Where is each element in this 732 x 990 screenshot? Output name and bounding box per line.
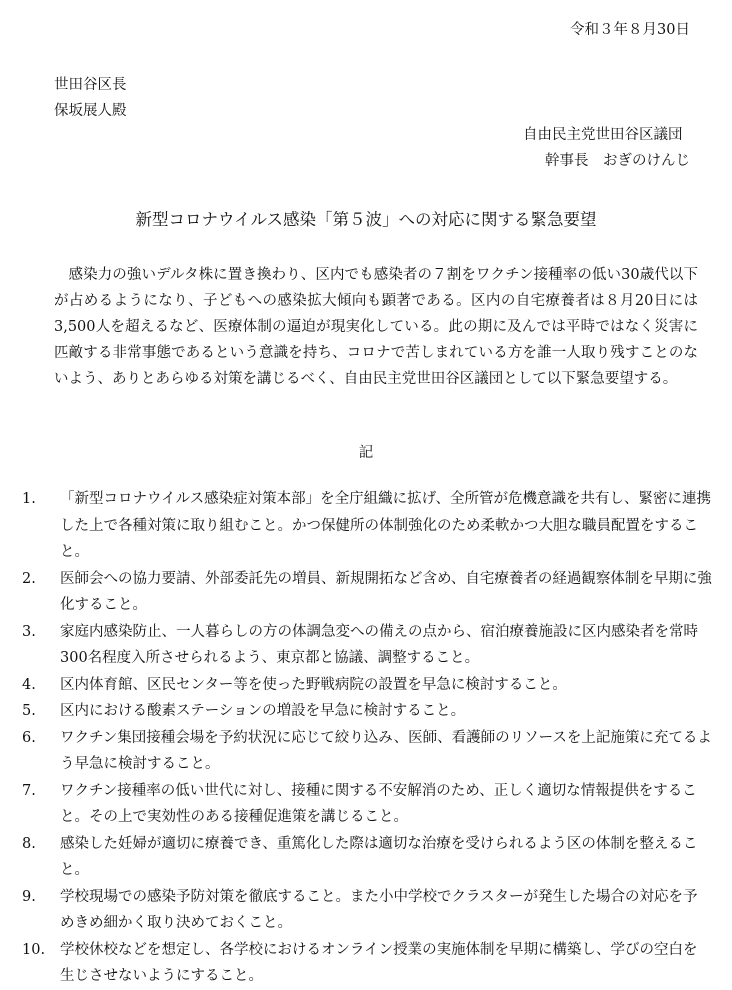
sender-person: 幹事長 おぎのけんじ — [545, 153, 690, 169]
list-item-text: 家庭内感染防止、一人暮らしの方の体調急変への備えの点から、宿泊療養施設に区内感染者を常時300名程度入所させられるよう、東京都と協議、調整すること。 — [60, 623, 698, 666]
ki-heading: 記 — [358, 445, 374, 461]
list-item-text: 学校休校などを想定し、各学校におけるオンライン授業の実施体制を早期に構築し、学びの空白を生じさせないようにすること。 — [60, 941, 698, 984]
list-item-text: 区内体育館、区民センター等を使った野戦病院の設置を早急に検討すること。 — [60, 676, 567, 693]
list-item-text: 区内における酸素ステーションの増設を早急に検討すること。 — [60, 703, 466, 719]
list-item — [22, 698, 712, 725]
list-item-text: 学校現場での感染予防対策を徹底すること。また小中学校でクラスターが発生した場合の対応を予めきめ細かく取り決めておくこと。 — [60, 888, 698, 931]
list-item — [22, 672, 712, 699]
document-title: 新型コロナウイルス感染「第５波」への対応に関する緊急要望 — [135, 210, 597, 229]
list-item-number: 3. — [22, 623, 36, 640]
list-item-number: 1. — [22, 491, 36, 507]
list-item — [22, 725, 712, 778]
list-item-number: 2. — [22, 570, 36, 587]
list-item-text: 「新型コロナウイルス感染症対策本部」を全庁組織に拡げ、全所管が危機意識を共有し、緊密に連携した上で各種対策に取り組むこと。かつ保健所の体制強化のため柔軟かつ大胆な職員配置をすること。 — [60, 491, 712, 560]
list-item-number: 7. — [22, 782, 36, 799]
list-item-text: 感染した妊婦が適切に療養でき、重篤化した際は適切な治療を受けられるよう区の体制を整えること。 — [60, 835, 698, 878]
list-item-number: 9. — [22, 888, 36, 905]
list-item — [22, 937, 712, 990]
sender-organization: 自由民主党世田谷区議団 — [523, 127, 683, 143]
list-item-text: ワクチン接種率の低い世代に対し、接種に関する不安解消のため、正しく適切な情報提供をすること。その上で実効性のある接種促進策を講じること。 — [60, 782, 697, 825]
list-item — [22, 619, 712, 672]
sender-block — [523, 122, 690, 174]
list-item — [22, 486, 712, 566]
list-item-number: 5. — [22, 703, 36, 719]
list-item-number: 4. — [22, 676, 36, 693]
list-item — [22, 778, 712, 831]
recipient-name: 保坂展人殿 — [54, 103, 127, 119]
intro-paragraph: 感染力の強いデルタ株に置き換わり、区内でも感染者の７割をワクチン接種率の低い30歳代以下が占めるようになり、子どもへの感染拡大傾向も顕著である。区内の自宅療養者は８月20日には3,500人を超えるなど、医療体制の逼迫が現実化している。此の期に及んでは平時ではなく災害に匹敵する非常事態であるという意識を持ち、コロナで苦しまれている方を誰一人取り残すことのないよう、ありとあらゆる対策を講じるべく、自由民主党世田谷区議団として以下緊急要望する。 — [54, 267, 698, 387]
list-item-number: 6. — [22, 729, 36, 746]
list-item — [22, 831, 712, 884]
list-item — [22, 566, 712, 619]
recipient-block — [54, 72, 127, 124]
recipient-title: 世田谷区長 — [54, 77, 127, 93]
list-item-number: 10. — [22, 941, 46, 958]
list-item-text: 医師会への協力要請、外部委託先の増員、新規開拓など含め、自宅療養者の経過観察体制を早期に強化すること。 — [60, 570, 712, 613]
request-list — [22, 486, 712, 990]
list-item-number: 8. — [22, 835, 36, 852]
list-item-text: ワクチン集団接種会場を予約状況に応じて絞り込み、医師、看護師のリソースを上記施策に充てるよう早急に検討すること。 — [60, 729, 712, 772]
list-item — [22, 884, 712, 937]
document-date: 令和３年８月30日 — [570, 22, 690, 38]
